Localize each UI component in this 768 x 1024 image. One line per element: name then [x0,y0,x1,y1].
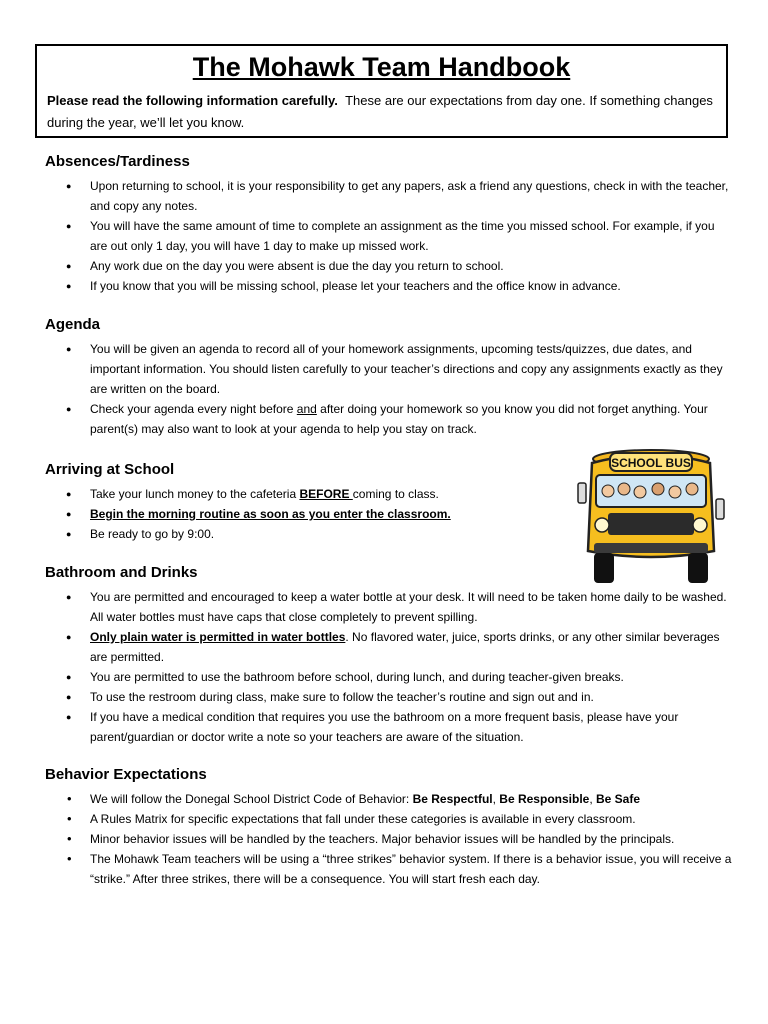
absences-list [45,176,735,296]
list-item: ● To use the restroom during class, make sure to follow the teacher’s routine and sign out and in. [45,687,735,707]
intro-rest: These are our expectations from day one. If something changes during the year, we’ll let you know. [47,93,713,130]
agenda-list [45,339,735,439]
headlight-left [595,518,609,532]
intro-bold: Please read the following information carefully. [47,93,338,108]
arriving-item1-post: coming to class. [352,487,439,501]
list-item: ● You are permitted and encouraged to keep a water bottle at your desk. It will need to be taken home daily to be washed. All water bottles must have caps that close completely to prevent spilling. [45,587,735,627]
list-item: ● You will be given an agenda to record all of your homework assignments, upcoming tests/quizzes, due dates, and important information. You should listen carefully to your teacher’s directions and copy any assignments exactly as they are written on the board. [45,339,735,399]
list-item: ● If you have a medical condition that requires you use the bathroom on a more frequent basis, please have your parent/guardian or doctor write a note so your teachers are aware of the situation. [45,707,735,747]
header-box [35,44,728,138]
bus-bumper [594,543,708,553]
bus-sign-text: SCHOOL BUS [611,456,691,470]
absences-heading: Absences/Tardiness [45,153,190,170]
agenda-item2-post: after doing your homework so you know you did not forget anything. Your parent(s) may also want to look at your agenda to help you stay on track. [90,402,708,436]
arriving-item1-pre: Take your lunch money to the cafeteria [90,487,300,501]
bathroom-item2-underline: Only plain water is permitted in water bottles [90,630,346,644]
wheel-right [688,553,708,583]
list-item: ● If you know that you will be missing school, please let your teachers and the office know in advance. [45,276,735,296]
bathroom-list [45,587,735,747]
wheel-left [594,553,614,583]
list-item: • Minor behavior issues will be handled by the teachers. Major behavior issues will be handled by the principals. [45,829,735,849]
section-arriving [45,460,565,544]
list-item: ● Be ready to go by 9:00. [45,524,565,544]
section-bathroom [45,563,735,747]
bathroom-item2-post: . No flavored water, juice, sports drinks, or any other similar beverages are permitted. [90,630,720,664]
kid-face-icon [686,483,698,495]
list-item [45,627,735,667]
list-item [45,399,735,439]
agenda-item2-underline: and [296,402,317,416]
kid-face-icon [618,483,630,495]
agenda-item2-pre: Check your agenda every night before [90,402,297,416]
behavior-be-respectful: Be Respectful [412,792,493,806]
headlight-right [693,518,707,532]
behavior-item1-pre: We will follow the Donegal School District Code of Behavior: [90,792,413,806]
behavior-be-responsible: Be Responsible [499,792,590,806]
list-item: • A Rules Matrix for specific expectations that fall under these categories is available in every classroom. [45,809,735,829]
agenda-heading: Agenda [45,316,101,333]
kid-face-icon [669,486,681,498]
list-item: ● You are permitted to use the bathroom before school, during lunch, and during teacher-given breaks. [45,667,735,687]
list-item: • The Mohawk Team teachers will be using a “three strikes” behavior system. If there is a behavior issue, you will receive a “strike.” After three strikes, there will be a consequence. You will start fresh each day. [45,849,735,889]
left-mirror [578,483,586,503]
intro-text [47,90,716,134]
kid-face-icon [602,485,614,497]
kid-face-icon [634,486,646,498]
behavior-sep2: , [589,792,596,806]
arriving-heading: Arriving at School [45,461,175,478]
section-behavior [45,765,735,889]
list-item [45,789,735,809]
list-item [45,484,565,504]
section-absences [45,152,735,296]
behavior-sep1: , [492,792,500,806]
list-item: ● Any work due on the day you were absent is due the day you return to school. [45,256,735,276]
arriving-list [45,484,565,544]
behavior-list [45,789,735,889]
behavior-heading: Behavior Expectations [45,766,207,783]
page-title: The Mohawk Team Handbook [192,52,571,82]
list-item: ● Begin the morning routine as soon as you enter the classroom. [45,504,565,524]
arriving-item1-underline: BEFORE [299,487,353,501]
bathroom-heading: Bathroom and Drinks [45,564,198,581]
right-mirror [716,499,724,519]
list-item: ● Upon returning to school, it is your responsibility to get any papers, ask a friend any questions, check in with the teacher, and copy any notes. [45,176,735,216]
behavior-be-safe: Be Safe [596,792,641,806]
bus-grille [608,513,694,535]
kid-face-icon [652,483,664,495]
section-agenda [45,315,735,439]
school-bus-icon [574,447,728,589]
list-item: ● You will have the same amount of time to complete an assignment as the time you missed school. For example, if you are out only 1 day, you will have 1 day to make up missed work. [45,216,735,256]
